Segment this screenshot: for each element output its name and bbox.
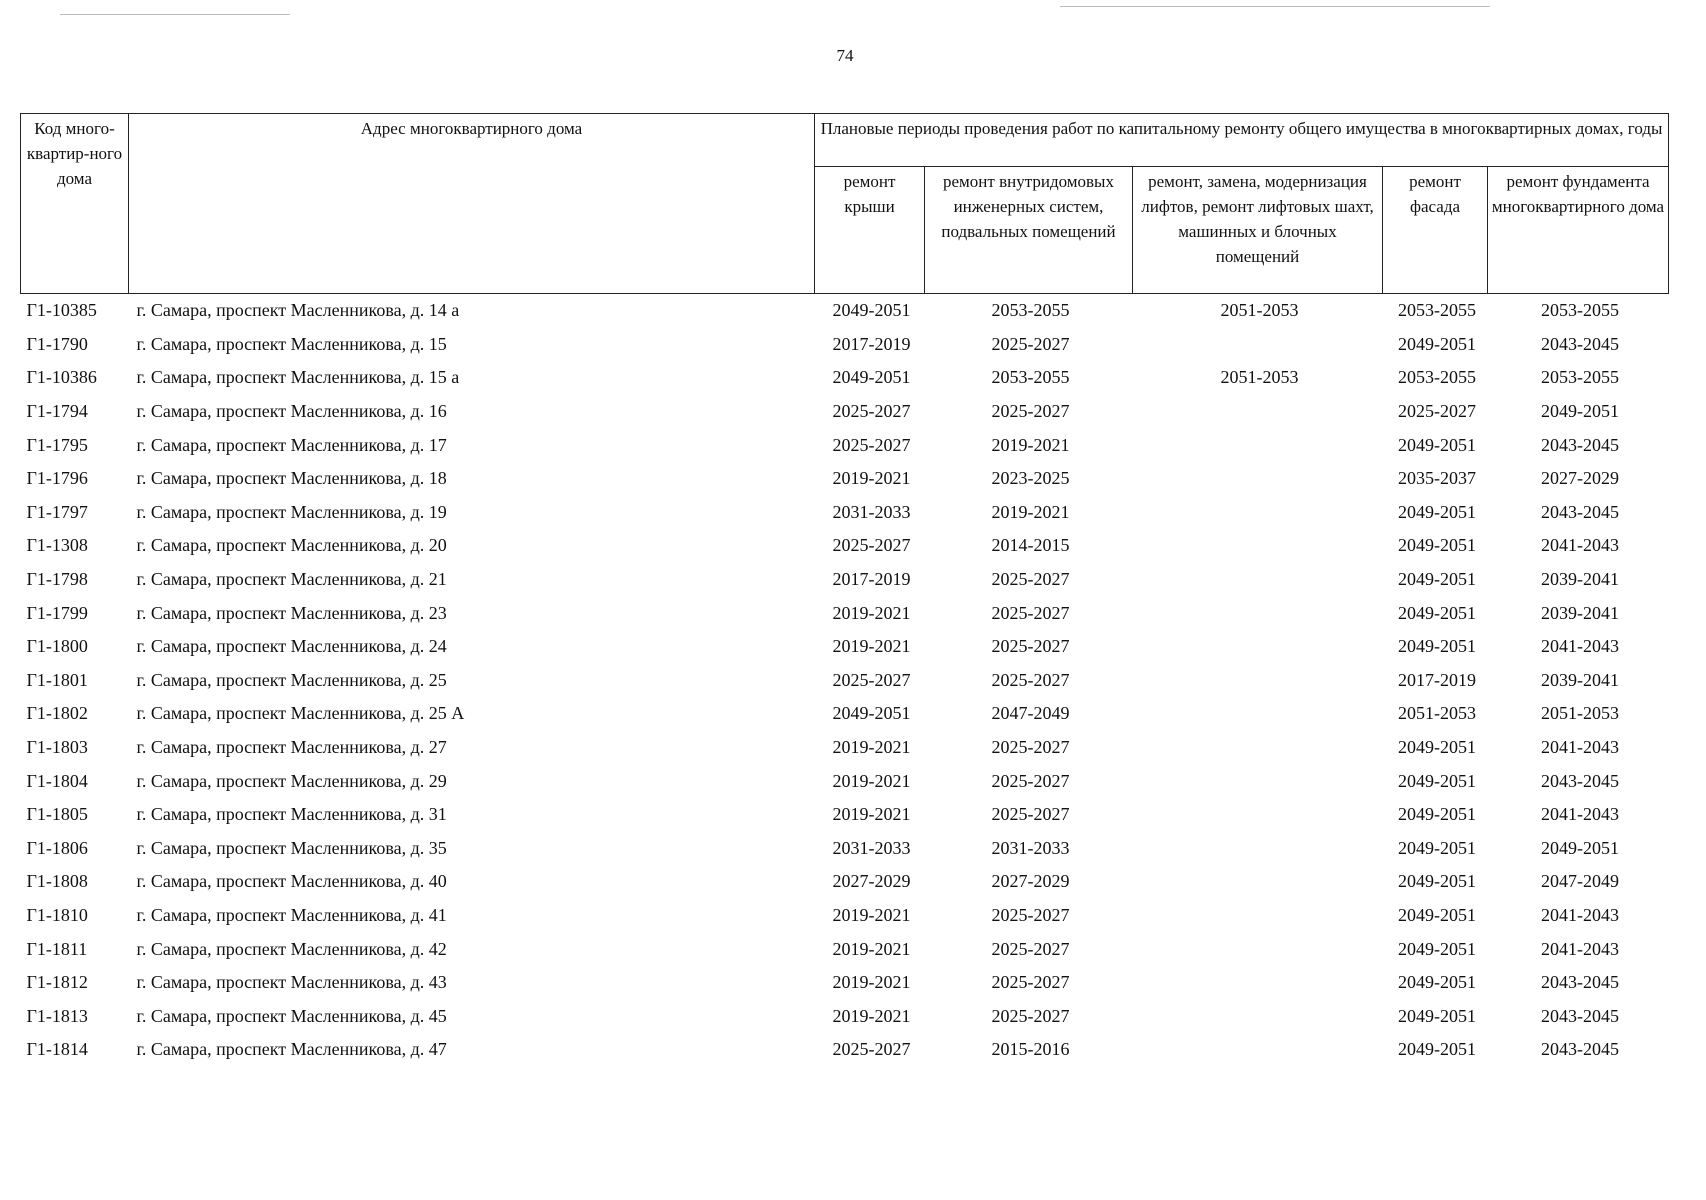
cell-facade: 2017-2019 bbox=[1398, 669, 1476, 690]
cell-lifts bbox=[1133, 697, 1383, 731]
table-row bbox=[21, 798, 1669, 832]
cell-engineering: 2031-2033 bbox=[991, 837, 1070, 858]
table-row bbox=[21, 630, 1669, 664]
cell-engineering: 2027-2029 bbox=[991, 871, 1070, 892]
cell-address: г. Самара, проспект Масленникова, д. 45 bbox=[136, 1005, 447, 1026]
header-engineering: ремонт внутридомовых инженерных систем, подвальных помещений bbox=[925, 167, 1133, 294]
cell-facade: 2053-2055 bbox=[1398, 367, 1476, 388]
cell-code: Г1-1800 bbox=[26, 636, 88, 657]
table-row bbox=[21, 697, 1669, 731]
cell-lifts bbox=[1133, 395, 1383, 429]
table-row bbox=[21, 1033, 1669, 1067]
cell-roof: 2049-2051 bbox=[832, 703, 911, 724]
cell-address: г. Самара, проспект Масленникова, д. 43 bbox=[136, 972, 447, 993]
cell-roof: 2025-2027 bbox=[832, 434, 911, 455]
cell-foundation: 2039-2041 bbox=[1541, 669, 1619, 690]
cell-code: Г1-1812 bbox=[26, 972, 88, 993]
cell-roof: 2049-2051 bbox=[832, 367, 911, 388]
table-row bbox=[21, 294, 1669, 328]
cell-facade: 2035-2037 bbox=[1398, 468, 1476, 489]
cell-roof: 2025-2027 bbox=[832, 1039, 911, 1060]
cell-address: г. Самара, проспект Масленникова, д. 19 bbox=[136, 501, 447, 522]
cell-engineering: 2025-2027 bbox=[991, 904, 1070, 925]
cell-roof: 2019-2021 bbox=[832, 468, 911, 489]
cell-code: Г1-1798 bbox=[26, 569, 88, 590]
cell-address: г. Самара, проспект Масленникова, д. 31 bbox=[136, 804, 447, 825]
cell-engineering: 2014-2015 bbox=[991, 535, 1070, 556]
cell-code: Г1-1805 bbox=[26, 804, 88, 825]
table-row bbox=[21, 865, 1669, 899]
cell-engineering: 2025-2027 bbox=[991, 770, 1070, 791]
cell-code: Г1-1799 bbox=[26, 602, 88, 623]
cell-address: г. Самара, проспект Масленникова, д. 15 а bbox=[136, 367, 460, 388]
cell-code: Г1-1808 bbox=[26, 871, 88, 892]
cell-lifts bbox=[1133, 529, 1383, 563]
cell-facade: 2049-2051 bbox=[1398, 804, 1476, 825]
cell-lifts bbox=[1133, 462, 1383, 496]
cell-engineering: 2015-2016 bbox=[991, 1039, 1070, 1060]
cell-facade: 2025-2027 bbox=[1398, 401, 1476, 422]
cell-engineering: 2019-2021 bbox=[991, 501, 1070, 522]
cell-address: г. Самара, проспект Масленникова, д. 20 bbox=[136, 535, 447, 556]
cell-lifts bbox=[1133, 563, 1383, 597]
cell-foundation: 2043-2045 bbox=[1541, 972, 1619, 993]
cell-lifts bbox=[1133, 932, 1383, 966]
cell-address: г. Самара, проспект Масленникова, д. 15 bbox=[136, 333, 447, 354]
table-row bbox=[21, 395, 1669, 429]
cell-address: г. Самара, проспект Масленникова, д. 16 bbox=[136, 401, 447, 422]
cell-foundation: 2043-2045 bbox=[1541, 1005, 1619, 1026]
table-header bbox=[21, 114, 1669, 294]
page-number: 74 bbox=[836, 46, 854, 65]
cell-lifts bbox=[1133, 596, 1383, 630]
cell-roof: 2019-2021 bbox=[832, 1005, 911, 1026]
cell-foundation: 2043-2045 bbox=[1541, 770, 1619, 791]
cell-roof: 2025-2027 bbox=[832, 535, 911, 556]
cell-foundation: 2043-2045 bbox=[1541, 1039, 1619, 1060]
cell-facade: 2049-2051 bbox=[1398, 904, 1476, 925]
cell-lifts bbox=[1133, 496, 1383, 530]
cell-facade: 2049-2051 bbox=[1398, 1005, 1476, 1026]
cell-address: г. Самара, проспект Масленникова, д. 25 А bbox=[136, 703, 465, 724]
cell-roof: 2017-2019 bbox=[832, 333, 911, 354]
cell-address: г. Самара, проспект Масленникова, д. 40 bbox=[136, 871, 447, 892]
cell-address: г. Самара, проспект Масленникова, д. 17 bbox=[136, 434, 447, 455]
table-row bbox=[21, 529, 1669, 563]
table-row bbox=[21, 966, 1669, 1000]
cell-roof: 2031-2033 bbox=[832, 501, 911, 522]
cell-lifts bbox=[1133, 999, 1383, 1033]
cell-engineering: 2025-2027 bbox=[991, 938, 1070, 959]
table-row bbox=[21, 731, 1669, 765]
cell-roof: 2049-2051 bbox=[832, 300, 911, 321]
cell-foundation: 2043-2045 bbox=[1541, 501, 1619, 522]
cell-code: Г1-1795 bbox=[26, 434, 88, 455]
cell-roof: 2027-2029 bbox=[832, 871, 911, 892]
cell-code: Г1-1790 bbox=[26, 333, 88, 354]
cell-code: Г1-1806 bbox=[26, 837, 88, 858]
cell-roof: 2019-2021 bbox=[832, 972, 911, 993]
cell-code: Г1-1803 bbox=[26, 737, 88, 758]
header-lifts: ремонт, замена, модернизация лифтов, ремонт лифтовых шахт, машинных и блочных помещений bbox=[1133, 167, 1383, 294]
cell-facade: 2049-2051 bbox=[1398, 972, 1476, 993]
cell-facade: 2051-2053 bbox=[1398, 703, 1476, 724]
cell-lifts bbox=[1133, 798, 1383, 832]
cell-roof: 2019-2021 bbox=[832, 938, 911, 959]
cell-address: г. Самара, проспект Масленникова, д. 18 bbox=[136, 468, 447, 489]
cell-facade: 2049-2051 bbox=[1398, 871, 1476, 892]
cell-engineering: 2025-2027 bbox=[991, 737, 1070, 758]
cell-roof: 2019-2021 bbox=[832, 737, 911, 758]
cell-engineering: 2025-2027 bbox=[991, 401, 1070, 422]
cell-foundation: 2049-2051 bbox=[1541, 837, 1619, 858]
cell-lifts bbox=[1133, 328, 1383, 362]
cell-facade: 2049-2051 bbox=[1398, 938, 1476, 959]
cell-roof: 2019-2021 bbox=[832, 804, 911, 825]
scan-noise-top bbox=[60, 14, 290, 15]
table-row bbox=[21, 764, 1669, 798]
cell-facade: 2049-2051 bbox=[1398, 770, 1476, 791]
cell-engineering: 2025-2027 bbox=[991, 636, 1070, 657]
cell-engineering: 2025-2027 bbox=[991, 333, 1070, 354]
cell-facade: 2049-2051 bbox=[1398, 501, 1476, 522]
cell-facade: 2049-2051 bbox=[1398, 636, 1476, 657]
cell-lifts bbox=[1133, 630, 1383, 664]
cell-lifts bbox=[1133, 764, 1383, 798]
cell-code: Г1-1810 bbox=[26, 904, 88, 925]
cell-facade: 2049-2051 bbox=[1398, 602, 1476, 623]
cell-code: Г1-1814 bbox=[26, 1039, 88, 1060]
cell-code: Г1-1811 bbox=[26, 938, 88, 959]
table-row bbox=[21, 596, 1669, 630]
cell-facade: 2049-2051 bbox=[1398, 535, 1476, 556]
cell-engineering: 2047-2049 bbox=[991, 703, 1070, 724]
table-row bbox=[21, 462, 1669, 496]
cell-engineering: 2025-2027 bbox=[991, 1005, 1070, 1026]
cell-facade: 2049-2051 bbox=[1398, 1039, 1476, 1060]
cell-code: Г1-1802 bbox=[26, 703, 88, 724]
cell-facade: 2049-2051 bbox=[1398, 737, 1476, 758]
cell-foundation: 2039-2041 bbox=[1541, 569, 1619, 590]
cell-code: Г1-1794 bbox=[26, 401, 88, 422]
cell-engineering: 2025-2027 bbox=[991, 804, 1070, 825]
cell-roof: 2019-2021 bbox=[832, 904, 911, 925]
cell-roof: 2017-2019 bbox=[832, 569, 911, 590]
cell-lifts bbox=[1133, 865, 1383, 899]
cell-foundation: 2027-2029 bbox=[1541, 468, 1619, 489]
header-foundation: ремонт фундамента многоквартирного дома bbox=[1488, 167, 1669, 294]
cell-foundation: 2053-2055 bbox=[1541, 300, 1619, 321]
header-address: Адрес многоквартирного дома bbox=[129, 114, 815, 294]
cell-lifts: 2051-2053 bbox=[1220, 300, 1299, 321]
cell-facade: 2049-2051 bbox=[1398, 837, 1476, 858]
cell-address: г. Самара, проспект Масленникова, д. 14 а bbox=[136, 300, 460, 321]
cell-address: г. Самара, проспект Масленникова, д. 41 bbox=[136, 904, 447, 925]
cell-foundation: 2041-2043 bbox=[1541, 904, 1619, 925]
cell-foundation: 2051-2053 bbox=[1541, 703, 1619, 724]
capital-repair-table bbox=[20, 113, 1669, 1067]
cell-foundation: 2043-2045 bbox=[1541, 333, 1619, 354]
cell-roof: 2019-2021 bbox=[832, 636, 911, 657]
cell-address: г. Самара, проспект Масленникова, д. 29 bbox=[136, 770, 447, 791]
table-row bbox=[21, 328, 1669, 362]
cell-foundation: 2047-2049 bbox=[1541, 871, 1619, 892]
cell-engineering: 2025-2027 bbox=[991, 569, 1070, 590]
cell-lifts bbox=[1133, 664, 1383, 698]
cell-foundation: 2039-2041 bbox=[1541, 602, 1619, 623]
cell-foundation: 2041-2043 bbox=[1541, 938, 1619, 959]
cell-engineering: 2053-2055 bbox=[991, 300, 1070, 321]
cell-foundation: 2053-2055 bbox=[1541, 367, 1619, 388]
table-row bbox=[21, 932, 1669, 966]
cell-code: Г1-1797 bbox=[26, 501, 88, 522]
cell-roof: 2025-2027 bbox=[832, 669, 911, 690]
cell-roof: 2031-2033 bbox=[832, 837, 911, 858]
cell-code: Г1-10386 bbox=[26, 367, 97, 388]
table-row bbox=[21, 563, 1669, 597]
cell-facade: 2053-2055 bbox=[1398, 300, 1476, 321]
cell-facade: 2049-2051 bbox=[1398, 569, 1476, 590]
cell-lifts bbox=[1133, 428, 1383, 462]
cell-address: г. Самара, проспект Масленникова, д. 47 bbox=[136, 1039, 447, 1060]
cell-code: Г1-1796 bbox=[26, 468, 88, 489]
cell-address: г. Самара, проспект Масленникова, д. 42 bbox=[136, 938, 447, 959]
header-facade: ремонт фасада bbox=[1383, 167, 1488, 294]
cell-address: г. Самара, проспект Масленникова, д. 24 bbox=[136, 636, 447, 657]
scan-noise-top-right bbox=[1060, 6, 1490, 7]
cell-code: Г1-1801 bbox=[26, 669, 88, 690]
cell-foundation: 2041-2043 bbox=[1541, 535, 1619, 556]
cell-code: Г1-10385 bbox=[26, 300, 97, 321]
cell-lifts bbox=[1133, 966, 1383, 1000]
header-roof: ремонт крыши bbox=[815, 167, 925, 294]
cell-address: г. Самара, проспект Масленникова, д. 27 bbox=[136, 737, 447, 758]
cell-roof: 2019-2021 bbox=[832, 602, 911, 623]
cell-address: г. Самара, проспект Масленникова, д. 23 bbox=[136, 602, 447, 623]
cell-address: г. Самара, проспект Масленникова, д. 25 bbox=[136, 669, 447, 690]
cell-address: г. Самара, проспект Масленникова, д. 35 bbox=[136, 837, 447, 858]
cell-engineering: 2019-2021 bbox=[991, 434, 1070, 455]
cell-foundation: 2041-2043 bbox=[1541, 737, 1619, 758]
cell-facade: 2049-2051 bbox=[1398, 333, 1476, 354]
table-row bbox=[21, 999, 1669, 1033]
cell-lifts: 2051-2053 bbox=[1220, 367, 1299, 388]
cell-foundation: 2049-2051 bbox=[1541, 401, 1619, 422]
cell-code: Г1-1308 bbox=[26, 535, 88, 556]
cell-engineering: 2025-2027 bbox=[991, 972, 1070, 993]
cell-roof: 2019-2021 bbox=[832, 770, 911, 791]
cell-roof: 2025-2027 bbox=[832, 401, 911, 422]
cell-engineering: 2025-2027 bbox=[991, 669, 1070, 690]
cell-foundation: 2041-2043 bbox=[1541, 804, 1619, 825]
table-row bbox=[21, 899, 1669, 933]
cell-engineering: 2023-2025 bbox=[991, 468, 1070, 489]
table-row bbox=[21, 832, 1669, 866]
cell-facade: 2049-2051 bbox=[1398, 434, 1476, 455]
cell-engineering: 2025-2027 bbox=[991, 602, 1070, 623]
table-row bbox=[21, 496, 1669, 530]
cell-lifts bbox=[1133, 731, 1383, 765]
cell-engineering: 2053-2055 bbox=[991, 367, 1070, 388]
table-body bbox=[21, 294, 1669, 1067]
cell-code: Г1-1804 bbox=[26, 770, 88, 791]
table-row bbox=[21, 664, 1669, 698]
cell-lifts bbox=[1133, 899, 1383, 933]
table-row bbox=[21, 361, 1669, 395]
table-row bbox=[21, 428, 1669, 462]
cell-lifts bbox=[1133, 1033, 1383, 1067]
header-periods: Плановые периоды проведения работ по капитальному ремонту общего имущества в многоквартирных домах, годы bbox=[815, 114, 1669, 167]
cell-lifts bbox=[1133, 832, 1383, 866]
cell-address: г. Самара, проспект Масленникова, д. 21 bbox=[136, 569, 447, 590]
cell-foundation: 2041-2043 bbox=[1541, 636, 1619, 657]
header-code: Код много-квартир-ного дома bbox=[21, 114, 129, 294]
cell-foundation: 2043-2045 bbox=[1541, 434, 1619, 455]
cell-code: Г1-1813 bbox=[26, 1005, 88, 1026]
